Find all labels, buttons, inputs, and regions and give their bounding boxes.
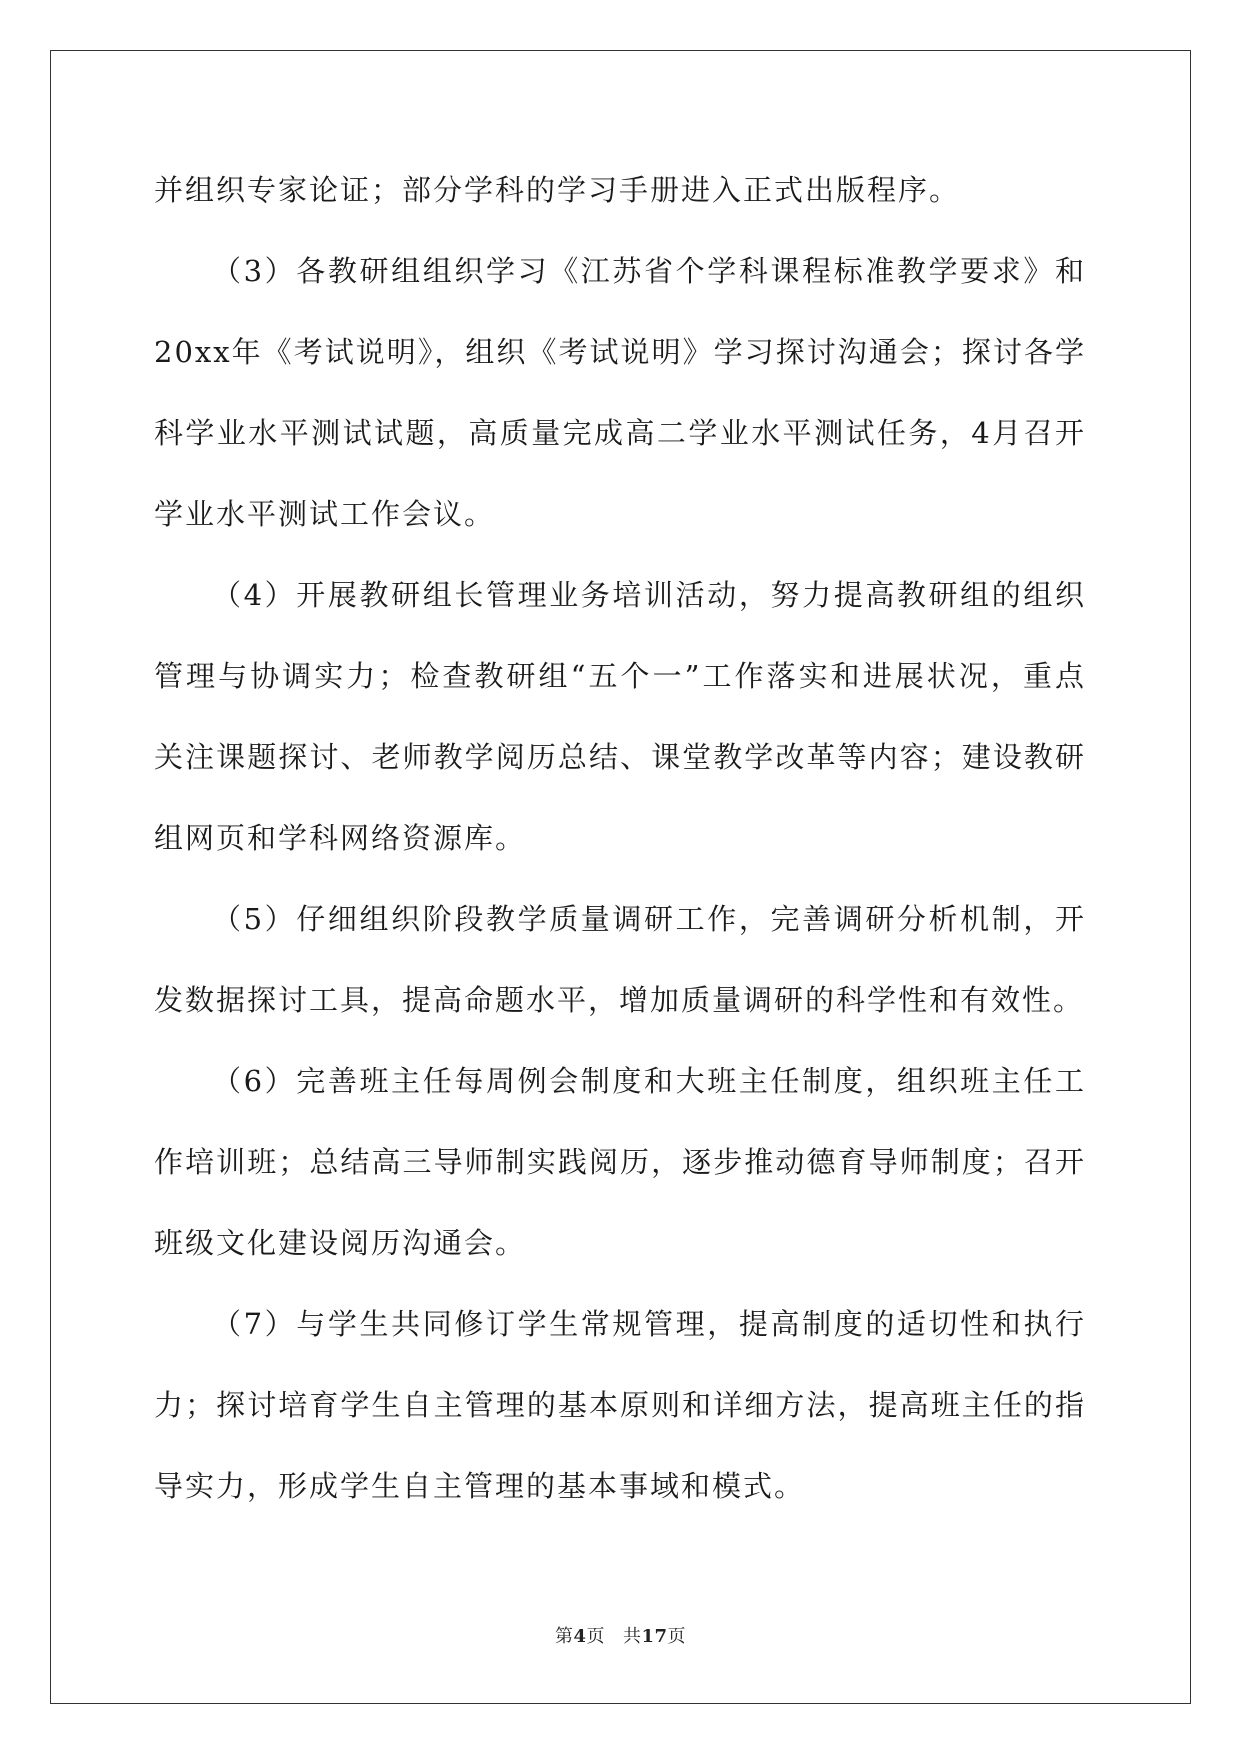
total-pages-prefix: 共 [622,1626,642,1647]
paragraph-item-7: （7）与学生共同修订学生常规管理，提高制度的适切性和执行力；探讨培育学生自主管理的基本原则和详细方法，提高班主任的指导实力，形成学生自主管理的基本事域和模式。 [154,1307,1086,1503]
paragraph-item-6: （6）完善班主任每周例会制度和大班主任制度，组织班主任工作培训班；总结高三导师制实践阅历，逐步推动德育导师制度；召开班级文化建设阅历沟通会。 [154,1064,1086,1260]
current-page-number: 4 [573,1626,587,1647]
document-body [154,150,1086,1527]
paragraph-item-3: （3）各教研组组织学习《江苏省个学科课程标准教学要求》和20xx年《考试说明》，组织《考试说明》学习探讨沟通会；探讨各学科学业水平测试试题，高质量完成高二学业水平测试任务，4月召开学业水平测试工作会议。 [154,254,1086,531]
total-pages-suffix: 页 [667,1626,687,1647]
paragraph-item-5: （5）仔细组织阶段教学质量调研工作，完善调研分析机制，开发数据探讨工具，提高命题水平，增加质量调研的科学性和有效性。 [154,902,1086,1017]
total-pages-number: 17 [641,1626,668,1647]
paragraph-continuation: 并组织专家论证；部分学科的学习手册进入正式出版程序。 [154,173,961,207]
page-number-prefix: 第 [554,1626,574,1647]
page-number-suffix: 页 [586,1626,605,1647]
page-footer [0,1622,1241,1648]
paragraph-item-4: （4）开展教研组长管理业务培训活动，努力提高教研组的组织管理与协调实力；检查教研组“五个一”工作落实和进展状况，重点关注课题探讨、老师教学阅历总结、课堂教学改革等内容；建设教研组网页和学科网络资源库。 [154,578,1086,855]
